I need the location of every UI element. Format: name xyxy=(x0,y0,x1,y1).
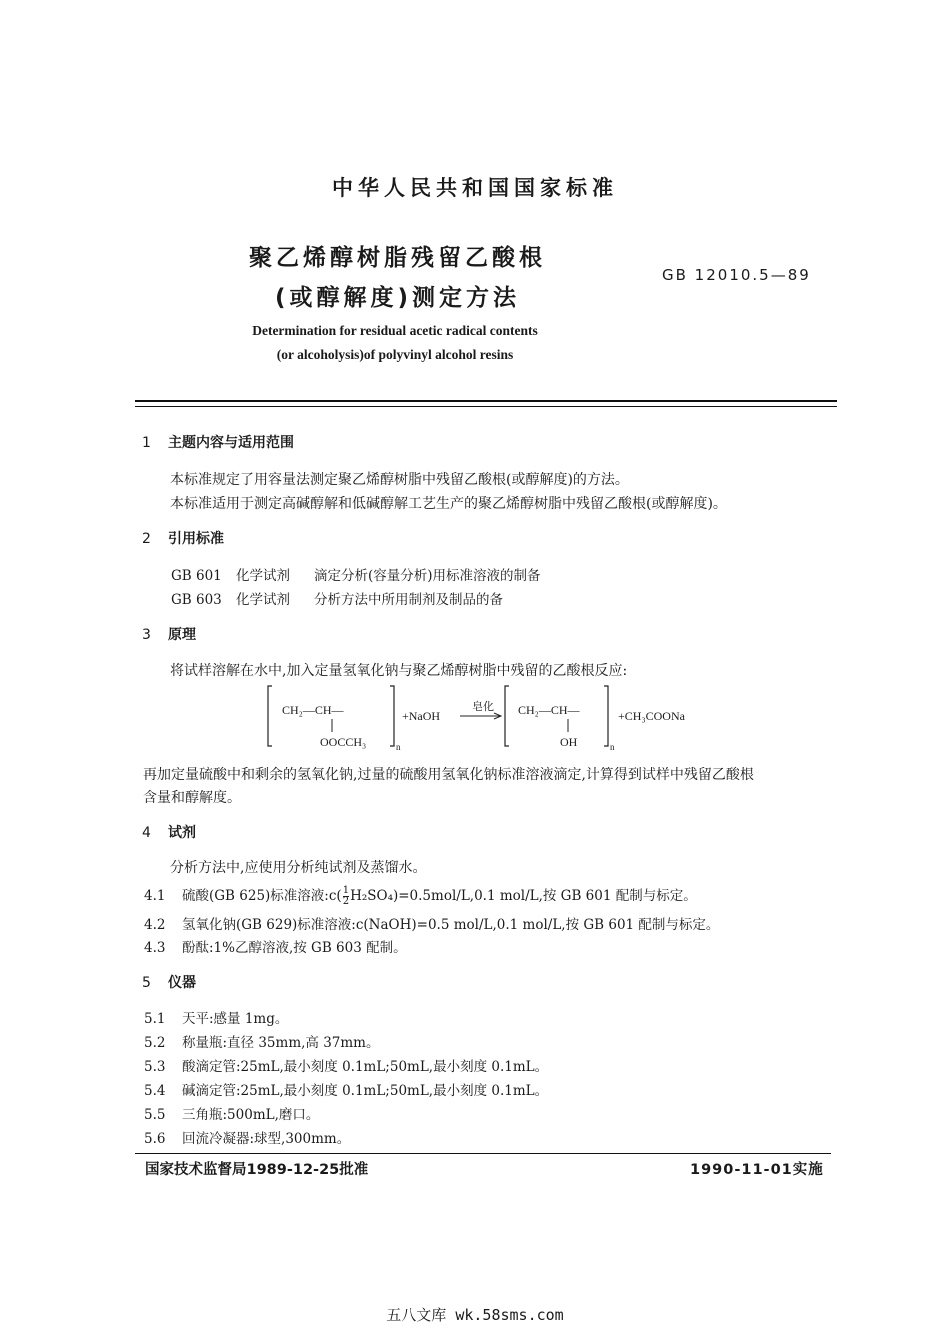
item-number: 4.1 xyxy=(144,888,166,904)
s1-paragraph-2: 本标准适用于测定高碱醇解和低碱醇解工艺生产的聚乙烯醇树脂中残留乙酸根(或醇解度)。 xyxy=(170,496,727,512)
item-number: 5.3 xyxy=(144,1059,166,1075)
section-number: 3 xyxy=(142,627,151,643)
item-text: 称量瓶:直径 35mm,高 37mm。 xyxy=(182,1035,380,1051)
s1-paragraph-1: 本标准规定了用容量法测定聚乙烯醇树脂中残留乙酸根(或醇解度)的方法。 xyxy=(170,472,629,488)
title-cn-line2: (或醇解度)测定方法 xyxy=(274,285,521,311)
header-rule-thin xyxy=(135,406,837,407)
item-number: 5.1 xyxy=(144,1011,166,1027)
section-title: 引用标准 xyxy=(168,531,224,547)
right-bracket-open xyxy=(505,686,509,746)
item-text: 天平:感量 1mg。 xyxy=(182,1011,289,1027)
title-en-line1: Determination for residual acetic radical contents xyxy=(252,323,538,338)
item-number: 5.2 xyxy=(144,1035,166,1051)
section-number: 1 xyxy=(142,435,151,451)
fraction-numerator: 1 xyxy=(342,885,350,896)
item-number: 4.3 xyxy=(144,940,166,956)
left-side-group: OOCCH₃ xyxy=(320,735,367,749)
ref-category: 化学试剂 xyxy=(236,568,290,584)
s3-paragraph-2-line2: 含量和醇解度。 xyxy=(143,790,241,806)
right-polymer-chain: CH₂—CH— xyxy=(518,703,580,717)
item-text: 三角瓶:500mL,磨口。 xyxy=(182,1107,320,1123)
section-1-heading xyxy=(142,432,294,452)
left-bracket-open xyxy=(268,686,272,746)
item-text-pre: 硫酸(GB 625)标准溶液:c( xyxy=(182,888,342,904)
reagent-item xyxy=(144,913,719,933)
instrument-item xyxy=(144,1007,288,1027)
section-title: 试剂 xyxy=(168,825,196,841)
section-title: 主题内容与适用范围 xyxy=(168,435,294,451)
standard-code: GB 12010.5—89 xyxy=(662,266,811,284)
section-3-heading xyxy=(142,624,196,644)
item-number: 5.5 xyxy=(144,1107,166,1123)
right-subscript-n: n xyxy=(610,742,615,752)
item-text: 碱滴定管:25mL,最小刻度 0.1mL;50mL,最小刻度 0.1mL。 xyxy=(182,1083,549,1099)
ref-title: 分析方法中所用制剂及制品的备 xyxy=(314,592,503,608)
instrument-item xyxy=(144,1055,548,1075)
section-number: 2 xyxy=(142,531,151,547)
s3-paragraph-1: 将试样溶解在水中,加入定量氢氧化钠与聚乙烯醇树脂中残留的乙酸根反应: xyxy=(170,663,628,679)
s3-paragraph-2-line1: 再加定量硫酸中和剩余的氢氧化钠,过量的硫酸用氢氧化钠标准溶液滴定,计算得到试样中残留乙酸根 xyxy=(143,767,754,783)
section-number: 5 xyxy=(142,975,151,991)
instrument-item xyxy=(144,1127,350,1147)
approval-line: 国家技术监督局1989-12-25批准 xyxy=(145,1162,369,1178)
instrument-item xyxy=(144,1079,548,1099)
instrument-item xyxy=(144,1103,319,1123)
arrow-label: 皂化 xyxy=(472,701,494,713)
fraction-denominator: 2 xyxy=(342,896,350,907)
national-standard-heading: 中华人民共和国国家标准 xyxy=(332,176,618,200)
right-bracket-close xyxy=(604,686,608,746)
section-title: 仪器 xyxy=(168,975,196,991)
ref-title: 滴定分析(容量分析)用标准溶液的制备 xyxy=(314,568,541,584)
reagent-item xyxy=(144,884,697,907)
item-text: 回流冷凝器:球型,300mm。 xyxy=(182,1131,351,1147)
section-2-heading xyxy=(142,528,224,548)
section-4-heading xyxy=(142,822,196,842)
left-bracket-close xyxy=(390,686,394,746)
saponification-reaction xyxy=(262,684,722,756)
left-subscript-n: n xyxy=(396,742,401,752)
fraction-one-half xyxy=(343,886,349,907)
ref-code: GB 603 xyxy=(171,592,222,608)
reference-row xyxy=(171,588,503,608)
header-rule-thick xyxy=(135,400,837,402)
watermark-site: 五八文库 wk.58sms.com xyxy=(386,1306,564,1324)
instrument-item xyxy=(144,1031,379,1051)
title-en-line2: (or alcoholysis)of polyvinyl alcohol resins xyxy=(276,347,514,362)
item-text: 酸滴定管:25mL,最小刻度 0.1mL;50mL,最小刻度 0.1mL。 xyxy=(182,1059,549,1075)
item-text: 氢氧化钠(GB 629)标准溶液:c(NaOH)=0.5 mol/L,0.1 mol/L,按 GB 601 配制与标定。 xyxy=(182,917,720,933)
right-side-group: OH xyxy=(560,735,578,749)
product-sodium-acetate: +CH₃COONa xyxy=(618,709,685,723)
s4-intro: 分析方法中,应使用分析纯试剂及蒸馏水。 xyxy=(170,860,427,876)
ref-code: GB 601 xyxy=(171,568,222,584)
reagent-item xyxy=(144,936,407,956)
item-number: 4.2 xyxy=(144,917,166,933)
naoh-reagent: +NaOH xyxy=(402,709,441,723)
item-number: 5.4 xyxy=(144,1083,166,1099)
reference-row xyxy=(171,564,541,584)
title-cn-line1: 聚乙烯醇树脂残留乙酸根 xyxy=(249,245,546,271)
item-text: 酚酞:1%乙醇溶液,按 GB 603 配制。 xyxy=(182,940,407,956)
item-number: 5.6 xyxy=(144,1131,166,1147)
item-text-post: H₂SO₄)=0.5mol/L,0.1 mol/L,按 GB 601 配制与标定。 xyxy=(350,888,697,904)
left-polymer-chain: CH₂—CH— xyxy=(282,703,344,717)
section-number: 4 xyxy=(142,825,151,841)
footer-rule xyxy=(135,1153,831,1154)
section-title: 原理 xyxy=(168,627,196,643)
ref-category: 化学试剂 xyxy=(236,592,290,608)
implementation-date: 1990-11-01实施 xyxy=(690,1162,824,1178)
section-5-heading xyxy=(142,972,196,992)
